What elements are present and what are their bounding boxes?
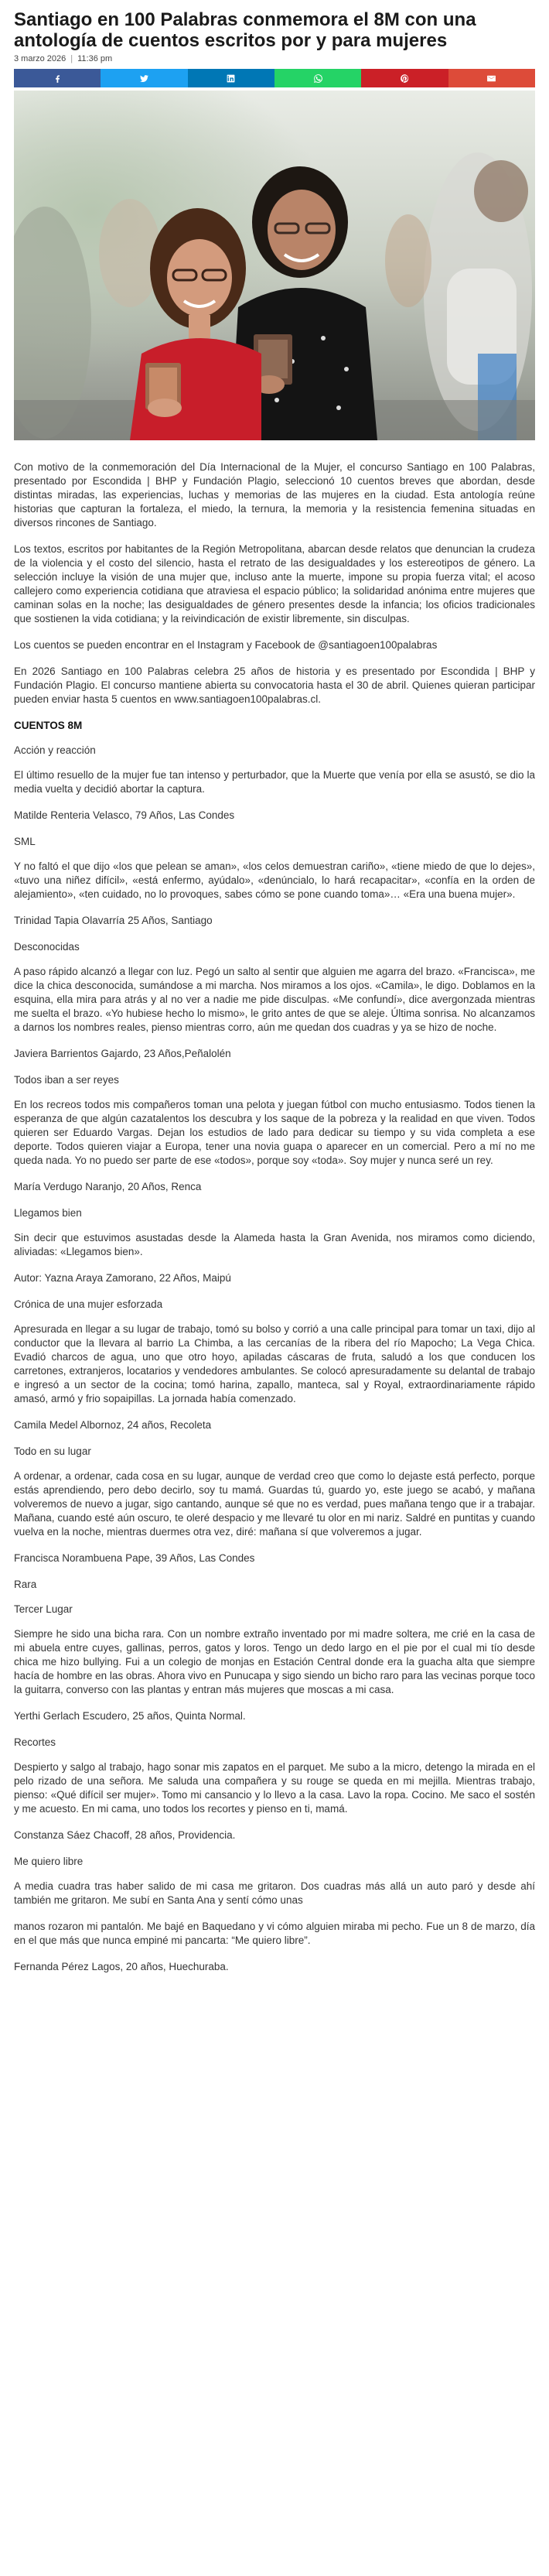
story-author: Yerthi Gerlach Escudero, 25 años, Quinta Normal. [14, 1710, 246, 1722]
meta-separator: | [70, 54, 73, 63]
story-text: manos rozaron mi pantalón. Me bajé en Baquedano y vi cómo alguien miraba mi pecho. Fue un 8 de marzo, día en el que más que nunca empiné mi pancarta: “Me quiero libre”. [14, 1921, 535, 1946]
story-subtitle: Tercer Lugar [14, 1603, 73, 1615]
linkedin-icon [226, 74, 236, 84]
story-text: A ordenar, a ordenar, cada cosa en su lugar, aunque de verdad creo que como lo dejaste está perfecto, porque estás aprendiendo, pero debo decirlo, soy tu mamá. Guardas tú, guardo yo, este juego se acabó, y mañana volveremos de nuevo a jugar, sigo cantando, aunque sé que no es verdad, pues mañana tengo que ir a trabajar. Mañana, cuando esté aún oscuro, te oleré despacio y me llevaré tu olor en mi nariz. Saldré en puntitas y cuando vuelva en la noche, mientras duermes otra vez, diré: mañana sí que volveremos a jugar. [14, 1470, 535, 1538]
share-linkedin-button[interactable] [188, 69, 274, 87]
twitter-icon [139, 74, 149, 84]
intro-paragraph: En 2026 Santiago en 100 Palabras celebra 25 años de historia y es presentado por Escondida | BHP y Fundación Plagio. El concurso mantiene abierta su convocatoria hasta el 30 de abril. Quienes quieran participar pueden enviar hasta 5 cuentos en www.santiagoen100palabras.cl. [14, 665, 535, 705]
story-author: Javiera Barrientos Gajardo, 23 Años,Peñalolén [14, 1048, 231, 1059]
story-text: Siempre he sido una bicha rara. Con un nombre extraño inventado por mi madre soltera, me crié en la casa de mi abuela entre cuyes, gallinas, perros, gatos y loros. Tengo un dedo largo en el pie por el cual mi tío desde chica me hizo bullying. Fui a un colegio de monjas en Estación Central donde era la guacha alta que siempre hacía de hombre en las obras. Ahora vivo en Punucapa y sigo siendo un bicho raro para las vecinas porque toco la guitarra, converso con las plantas y entran más mujeres que moscas a mi casa. [14, 1628, 535, 1695]
article-time: 11:36 pm [77, 54, 113, 63]
intro-paragraph: Los cuentos se pueden encontrar en el Instagram y Facebook de @santiagoen100palabras [14, 639, 438, 651]
story-title: Acción y reacción [14, 744, 96, 756]
story-text: Despierto y salgo al trabajo, hago sonar mis zapatos en el parquet. Me subo a la micro, detengo la mirada en el pelo rizado de una señora. Me saluda una compañera y su rouge se queda en mi mejilla. Mientras trabajo, pienso: «Qué difícil ser mujer». Tomo mi cansancio y lo llevo a la casa. Lavo la ropa. Cocino. Me saco el sostén y me acuesto. En mi cama, uno todos los recortes y pienso en ti, mamá. [14, 1761, 535, 1815]
share-email-button[interactable] [448, 69, 535, 87]
story-title: Crónica de una mujer esforzada [14, 1298, 163, 1310]
story-author: Fernanda Pérez Lagos, 20 años, Huechuraba. [14, 1961, 229, 1972]
article-body [14, 460, 535, 1974]
story-author: Constanza Sáez Chacoff, 28 años, Providencia. [14, 1829, 236, 1841]
intro-paragraph: Los textos, escritos por habitantes de la Región Metropolitana, abarcan desde relatos que denuncian la crudeza de la violencia y el costo del silencio, hasta el retrato de las desigualdades y los estereotipos de género. La selección incluye la visión de una mujer que, incluso ante la muerte, impone su propia fuerza vital; el acoso callejero como experiencia cotidiana que atraviesa el espacio público; la solidaridad anónima entre mujeres que caminan solas en la noche; las desigualdades de género presentes desde la infancia; los oficios tradicionales que sostienen la vida cotidiana; y la reivindicación de existir libremente, sin disculpas. [14, 543, 535, 624]
story-author: Trinidad Tapia Olavarría 25 Años, Santiago [14, 915, 213, 926]
story-author: Camila Medel Albornoz, 24 años, Recoleta [14, 1419, 212, 1431]
story-title: Rara [14, 1579, 37, 1590]
story-text: A paso rápido alcanzó a llegar con luz. Pegó un salto al sentir que alguien me agarra del brazo. «Francisca», me dice la chica desconocida, sumándose a mi marcha. Nos miramos a los ojos. «Camila», le digo. Doblamos en la esquina, ella mira para atrás y al no ver a nadie me pide disculpas. «Me confundí», dice avergonzada mientras me suelta el brazo. «Yo hubiese hecho lo mismo», le grito antes de que se aleje. Última sonrisa. No alcanzamos a darnos los nombres reales, pienso mientras corro, aún me quedan dos cuadras y ya se hizo de noche. [14, 966, 535, 1033]
email-icon [486, 74, 496, 84]
story-title: SML [14, 836, 36, 847]
story-author: María Verdugo Naranjo, 20 Años, Renca [14, 1181, 202, 1192]
article-title: Santiago en 100 Palabras conmemora el 8M con una antología de cuentos escritos por y para mujeres [14, 9, 476, 51]
story-text: Y no faltó el que dijo «los que pelean se aman», «los celos demuestran cariño», «tiene miedo de que lo dejes», «tuvo una niñez difícil», «está enfermo, ayúdalo», «denúncialo, lo hará recapacitar», «confía en la orden de alejamiento», «ten cuidado, no lo provoques, sabes cómo se pone cuando toma»… «Era una buena mujer». [14, 860, 535, 900]
facebook-icon [53, 74, 63, 84]
story-text: Sin decir que estuvimos asustadas desde la Alameda hasta la Gran Avenida, nos miramos como diciendo, aliviadas: «Llegamos bien». [14, 1232, 535, 1257]
whatsapp-icon [313, 74, 323, 84]
section-heading: CUENTOS 8M [14, 720, 83, 731]
story-title: Todos iban a ser reyes [14, 1074, 119, 1086]
article-meta [14, 54, 535, 63]
article-date: 3 marzo 2026 [14, 54, 66, 63]
story-author: Francisca Norambuena Pape, 39 Años, Las Condes [14, 1552, 255, 1564]
share-bar [14, 69, 535, 87]
story-text: Apresurada en llegar a su lugar de trabajo, tomó su bolso y corrió a una calle principal para tomar un taxi, dijo al conductor que la llevara al barrio La Chimba, a las cercanías de la ribera del río Mapocho; La Vega Chica. Evadió charcos de agua, uno que otro hoyo, apiladas cáscaras de fruta, saludó a los que conducen los carretones, extranjeros, locatarios y vendedores ambulantes. Se colocó apresuradamente su delantal de trabajo e ingresó a un sector de la cocina; tomó harina, zapallo, manteca, sal y Royal, extraordinariamente rápido amasó, armó y frio sopaipillas. La jornada había comenzado. [14, 1323, 535, 1404]
story-title: Recortes [14, 1736, 56, 1748]
story-text: El último resuello de la mujer fue tan intenso y perturbador, que la Muerte que venía por ella se asustó, se dio la media vuelta y decidió abortar la captura. [14, 769, 535, 795]
pinterest-icon [400, 74, 410, 84]
hero-photo [14, 91, 535, 440]
story-text: En los recreos todos mis compañeros toman una pelota y juegan fútbol con mucho entusiasmo. Todos tienen la esperanza de que algún cazatalentos los descubra y los saque de la pobreza y la realidad en que viven. Todos quieren ser Eduardo Vargas. Dejan los estudios de lado para dedicar su tiempo y su vida completa a ese deporte. Todos quieren viajar a Europa, tener una novia guapa o aparecer en un comercial. Pero a mí no me queda nada. Yo no puedo ser parte de ese «todos», porque soy «toda». Soy mujer y nunca seré un rey. [14, 1099, 535, 1166]
intro-paragraph: Con motivo de la conmemoración del Día Internacional de la Mujer, el concurso Santiago en 100 Palabras, presentado por Escondida | BHP y Fundación Plagio, seleccionó 10 cuentos breves que abordan, desde distintas miradas, las experiencias, luchas y memorias de las mujeres en la ciudad. Esta antología reúne historias que capturan la fortaleza, el miedo, la ternura, la memoria y la resistencia femenina situadas en diversos rincones de Santiago. [14, 461, 535, 529]
share-whatsapp-button[interactable] [274, 69, 361, 87]
story-title: Llegamos bien [14, 1207, 82, 1219]
story-title: Todo en su lugar [14, 1445, 91, 1457]
story-title: Desconocidas [14, 941, 80, 953]
share-twitter-button[interactable] [101, 69, 187, 87]
share-pinterest-button[interactable] [361, 69, 448, 87]
share-facebook-button[interactable] [14, 69, 101, 87]
story-author: Matilde Renteria Velasco, 79 Años, Las Condes [14, 809, 235, 821]
story-author: Autor: Yazna Araya Zamorano, 22 Años, Maipú [14, 1272, 231, 1284]
story-title: Me quiero libre [14, 1856, 84, 1867]
story-text: A media cuadra tras haber salido de mi casa me gritaron. Dos cuadras más allá un auto paró y desde ahí también me gritaron. Me subí en Santa Ana y sentí cómo unas [14, 1880, 535, 1906]
